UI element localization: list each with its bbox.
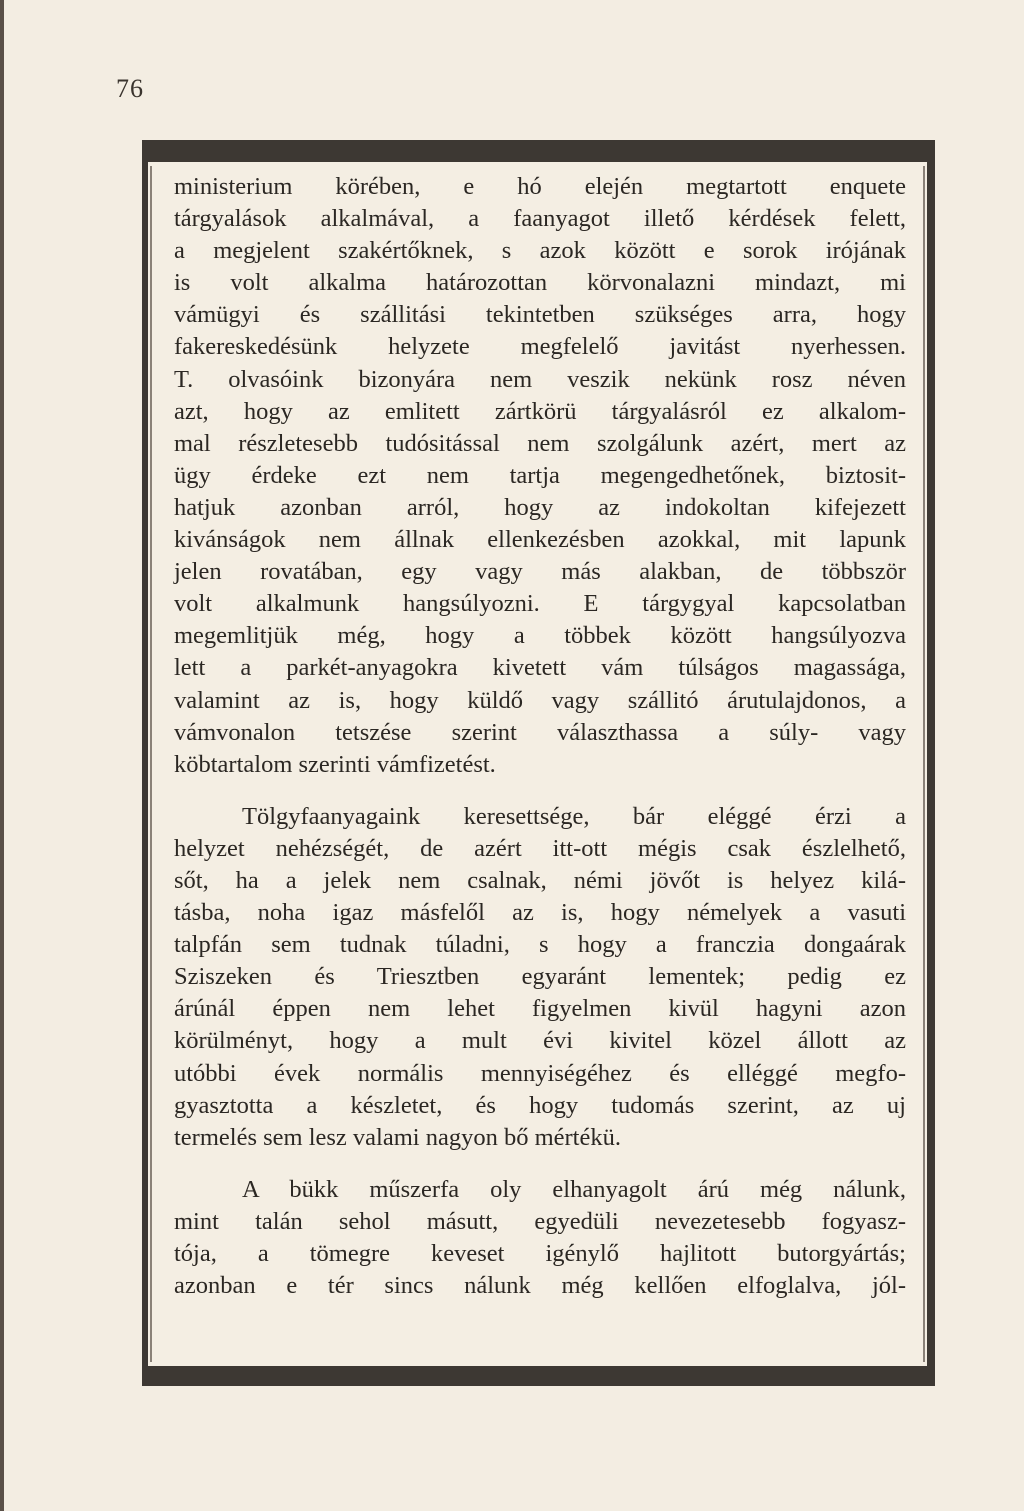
text-line: vámügyi és szállitási tekintetben szükséges arra, hogy	[174, 301, 906, 329]
text-line: sőt, ha a jelek nem csalnak, némi jövőt is helyez kilá-	[174, 866, 906, 894]
text-line: tárgyalások alkalmával, a faanyagot illető kérdések felett,	[174, 205, 906, 233]
text-line: termelés sem lesz valami nagyon bő mértékü.	[174, 1123, 621, 1151]
text-line: A bükk műszerfa oly elhanyagolt árú még nálunk,	[242, 1175, 906, 1203]
text-line: körülményt, hogy a mult évi kivitel közel állott az	[174, 1027, 906, 1055]
text-line: ügy érdeke ezt nem tartja megengedhetőnek, biztosit-	[174, 461, 906, 489]
text-line: köbtartalom szerinti vámfizetést.	[174, 750, 496, 778]
page-number: 76	[116, 74, 144, 103]
text-line: gyasztotta a készletet, és hogy tudomás szerint, az uj	[174, 1091, 906, 1119]
text-line: azonban e tér sincs nálunk még kellően elfoglalva, jól-	[174, 1272, 906, 1300]
text-line: helyzet nehézségét, de azért itt-ott mégis csak észlelhető,	[174, 834, 906, 862]
text-line: lett a parkét-anyagokra kivetett vám túlságos magassága,	[174, 654, 906, 682]
text-line: fakereskedésünk helyzete megfelelő javitást nyerhessen.	[174, 333, 906, 361]
text-line: mint talán sehol másutt, egyedüli nevezetesebb fogyasz-	[174, 1207, 906, 1235]
paragraph-1	[174, 171, 906, 781]
text-line: Sziszeken és Triesztben egyaránt lementek; pedig ez	[174, 963, 906, 991]
text-line: ministerium körében, e hó elején megtartott enquete	[174, 173, 906, 200]
text-line: azt, hogy az emlitett zártkörü tárgyalásról ez alkalom-	[174, 397, 906, 425]
text-line: T. olvasóink bizonyára nem veszik nekünk rosz néven	[174, 365, 906, 393]
paragraph-gap	[174, 781, 906, 801]
article-body	[174, 171, 906, 1302]
text-line: is volt alkalma határozottan körvonalazni mindazt, mi	[174, 269, 906, 297]
text-line: Tölgyfaanyagaink keresettsége, bár eléggé érzi a	[242, 802, 906, 830]
text-line: mal részletesebb tudósitással nem szolgálunk azért, mert az	[174, 429, 906, 457]
text-line: árúnál éppen nem lehet figyelmen kivül hagyni azon	[174, 995, 906, 1023]
text-line: jelen rovatában, egy vagy más alakban, de többször	[174, 558, 906, 586]
text-line: hatjuk azonban arról, hogy az indokoltan kifejezett	[174, 493, 906, 521]
text-line: volt alkalmunk hangsúlyozni. E tárgygyal kapcsolatban	[174, 590, 906, 618]
text-line: megemlitjük még, hogy a többek között hangsúlyozva	[174, 622, 906, 650]
text-line: valamint az is, hogy küldő vagy szállitó árutulajdonos, a	[174, 686, 906, 714]
text-line: kivánságok nem állnak ellenkezésben azokkal, mit lapunk	[174, 526, 906, 554]
text-line: utóbbi évek normális mennyiségéhez és elléggé megfo-	[174, 1059, 906, 1087]
page-left-edge	[0, 0, 4, 1511]
text-line: a megjelent szakértőknek, s azok között e sorok irójának	[174, 237, 906, 265]
paragraph-3	[174, 1174, 906, 1302]
paragraph-gap	[174, 1154, 906, 1174]
text-line: talpfán sem tudnak túladni, s hogy a franczia dongaárak	[174, 931, 906, 959]
text-line: tásba, noha igaz másfelől az is, hogy némelyek a vasuti	[174, 899, 906, 927]
text-line: tója, a tömegre keveset igénylő hajlitott butorgyártás;	[174, 1240, 906, 1267]
text-line: vámvonalon tetszése szerint választhassa a súly- vagy	[174, 718, 906, 746]
paragraph-2	[174, 801, 906, 1154]
